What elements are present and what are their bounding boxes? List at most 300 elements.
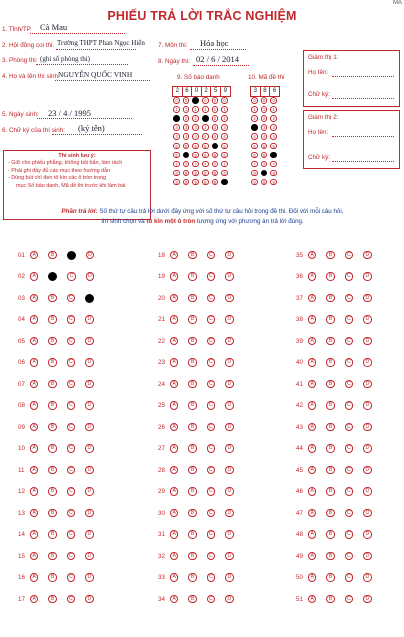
answer-bubble-c[interactable]: C	[345, 251, 353, 259]
made-digit-bubble[interactable]: 0	[261, 97, 268, 104]
answer-bubble-b[interactable]: B	[326, 552, 334, 560]
sbd-digit-bubble[interactable]: 9	[212, 179, 219, 186]
made-digit-bubble[interactable]: 5	[251, 143, 258, 150]
room-value[interactable]: (ghi số phòng thi)	[40, 55, 90, 63]
made-digit-bubble[interactable]: 9	[251, 179, 258, 186]
answer-bubble-c[interactable]: C	[207, 315, 215, 323]
sbd-digit-bubble[interactable]: 3	[212, 124, 219, 131]
answer-bubble-b[interactable]: B	[326, 573, 334, 581]
answer-bubble-c[interactable]: C	[345, 530, 353, 538]
answer-bubble-d[interactable]: D	[363, 294, 371, 302]
answer-bubble-a[interactable]: A	[30, 251, 38, 259]
answer-bubble-a[interactable]: A	[308, 487, 316, 495]
answer-bubble-d[interactable]: D	[363, 358, 371, 366]
sbd-digit-bubble[interactable]: 0	[212, 97, 219, 104]
answer-bubble-b[interactable]: B	[48, 294, 56, 302]
answer-bubble-d[interactable]: D	[363, 337, 371, 345]
answer-row	[296, 508, 382, 518]
answer-bubble-c[interactable]: C	[345, 466, 353, 474]
answer-bubble-b[interactable]: B	[48, 552, 56, 560]
answer-bubble-a[interactable]: A	[170, 272, 178, 280]
sbd-digit-bubble[interactable]: 1	[202, 106, 209, 113]
answer-bubble-d[interactable]: D	[363, 530, 371, 538]
answer-bubble-b[interactable]: B	[188, 315, 196, 323]
sbd-digit-bubble[interactable]: 1	[192, 106, 199, 113]
answer-bubble-b[interactable]: B	[188, 573, 196, 581]
answer-bubble-a[interactable]: A	[170, 509, 178, 517]
answer-bubble-b[interactable]: B	[326, 444, 334, 452]
sbd-digit-bubble[interactable]: 1	[173, 106, 180, 113]
answer-bubble-c[interactable]: C	[207, 595, 215, 603]
sbd-digit-bubble[interactable]: 4	[221, 133, 228, 140]
answer-bubble-a[interactable]: A	[308, 595, 316, 603]
answer-bubble-c[interactable]: C	[67, 337, 75, 345]
answer-bubble-b[interactable]: B	[326, 487, 334, 495]
sbd-digit-bubble[interactable]: 2	[183, 115, 190, 122]
answer-bubble-c[interactable]: C	[207, 466, 215, 474]
sbd-digit-bubble[interactable]: 5	[173, 143, 180, 150]
answer-bubble-a[interactable]: A	[308, 530, 316, 538]
answer-bubble-b[interactable]: B	[48, 272, 57, 281]
answer-bubble-d[interactable]: D	[85, 294, 94, 303]
sbd-digit-bubble[interactable]: 1	[212, 106, 219, 113]
made-digit-bubble[interactable]: 8	[270, 170, 277, 177]
answer-bubble-c[interactable]: C	[207, 251, 215, 259]
answer-bubble-c[interactable]: C	[67, 573, 75, 581]
answer-bubble-a[interactable]: A	[170, 595, 178, 603]
made-digit-bubble[interactable]: 9	[270, 179, 277, 186]
question-number: 46	[296, 488, 303, 495]
answer-bubble-d[interactable]: D	[225, 380, 233, 388]
answer-bubble-a[interactable]: A	[308, 380, 316, 388]
answer-bubble-d[interactable]: D	[363, 552, 371, 560]
answer-bubble-c[interactable]: C	[345, 401, 353, 409]
answer-bubble-d[interactable]: D	[225, 444, 233, 452]
answer-bubble-b[interactable]: B	[326, 423, 334, 431]
sbd-digit-bubble[interactable]: 2	[212, 115, 219, 122]
answer-bubble-b[interactable]: B	[48, 401, 56, 409]
made-digit-bubble[interactable]: 2	[270, 115, 277, 122]
answer-bubble-a[interactable]: A	[308, 509, 316, 517]
answer-bubble-a[interactable]: A	[308, 552, 316, 560]
answer-bubble-c[interactable]: C	[207, 423, 215, 431]
answer-bubble-b[interactable]: B	[326, 337, 334, 345]
answer-bubble-d[interactable]: D	[85, 315, 93, 323]
made-digit-bubble[interactable]: 9	[261, 179, 268, 186]
answer-bubble-b[interactable]: B	[48, 487, 56, 495]
answer-bubble-b[interactable]: B	[326, 401, 334, 409]
answer-bubble-c[interactable]: C	[207, 401, 215, 409]
answer-bubble-c[interactable]: C	[67, 487, 75, 495]
answer-bubble-b[interactable]: B	[48, 595, 56, 603]
answer-bubble-a[interactable]: A	[170, 380, 178, 388]
answer-bubble-c[interactable]: C	[207, 552, 215, 560]
answer-bubble-c[interactable]: C	[345, 509, 353, 517]
answer-bubble-a[interactable]: A	[170, 444, 178, 452]
dob-value[interactable]: 23 / 4 / 1995	[48, 108, 91, 118]
answer-bubble-a[interactable]: A	[170, 337, 178, 345]
answer-bubble-b[interactable]: B	[326, 466, 334, 474]
answer-bubble-d[interactable]: D	[85, 595, 93, 603]
sbd-digit-bubble[interactable]: 8	[221, 170, 228, 177]
sbd-digit-bubble[interactable]: 7	[173, 161, 180, 168]
answer-bubble-d[interactable]: D	[86, 251, 94, 259]
made-digit-bubble[interactable]: 0	[251, 97, 258, 104]
answer-bubble-c[interactable]: C	[67, 251, 76, 260]
made-digit-bubble[interactable]: 1	[251, 106, 258, 113]
sbd-digit-bubble[interactable]: 1	[183, 106, 190, 113]
sbd-digit-bubble[interactable]: 0	[202, 97, 209, 104]
answer-bubble-b[interactable]: B	[188, 358, 196, 366]
answer-bubble-a[interactable]: A	[308, 444, 316, 452]
answer-bubble-a[interactable]: A	[30, 401, 38, 409]
sbd-digit-bubble[interactable]: 8	[212, 170, 219, 177]
answer-bubble-c[interactable]: C	[207, 444, 215, 452]
answer-bubble-a[interactable]: A	[308, 401, 316, 409]
answer-bubble-c[interactable]: C	[67, 315, 75, 323]
answer-bubble-d[interactable]: D	[85, 530, 93, 538]
answer-bubble-d[interactable]: D	[225, 423, 233, 431]
answer-bubble-c[interactable]: C	[345, 380, 353, 388]
answer-bubble-c[interactable]: C	[67, 595, 75, 603]
answer-bubble-b[interactable]: B	[188, 444, 196, 452]
answer-bubble-a[interactable]: A	[170, 423, 178, 431]
sbd-digit-bubble[interactable]: 4	[173, 133, 180, 140]
answer-bubble-d[interactable]: D	[225, 466, 233, 474]
answer-bubble-c[interactable]: C	[345, 573, 353, 581]
answer-bubble-a[interactable]: A	[170, 315, 178, 323]
made-digit-bubble[interactable]: 5	[270, 143, 277, 150]
answer-bubble-a[interactable]: A	[30, 315, 38, 323]
answer-bubble-d[interactable]: D	[225, 509, 233, 517]
answer-bubble-b[interactable]: B	[326, 315, 334, 323]
answer-bubble-b[interactable]: B	[188, 251, 196, 259]
sbd-digit-bubble[interactable]: 6	[212, 152, 219, 159]
answer-bubble-a[interactable]: A	[170, 573, 178, 581]
answer-bubble-c[interactable]: C	[67, 358, 75, 366]
sbd-digit-bubble[interactable]: 0	[173, 97, 180, 104]
answer-bubble-a[interactable]: A	[170, 401, 178, 409]
name-value[interactable]: NGUYỄN QUỐC VINH	[58, 70, 133, 79]
answer-bubble-a[interactable]: A	[170, 530, 178, 538]
sbd-digit-bubble[interactable]: 6	[192, 152, 199, 159]
answer-bubble-a[interactable]: A	[30, 552, 38, 560]
sbd-digit-bubble[interactable]: 3	[202, 124, 209, 131]
answer-bubble-b[interactable]: B	[326, 595, 334, 603]
answer-bubble-b[interactable]: B	[48, 466, 56, 474]
answer-bubble-b[interactable]: B	[48, 509, 56, 517]
made-digit-bubble[interactable]: 3	[261, 124, 268, 131]
answer-bubble-d[interactable]: D	[363, 401, 371, 409]
sbd-digit-bubble[interactable]: 4	[183, 133, 190, 140]
answer-bubble-d[interactable]: D	[85, 487, 93, 495]
answer-bubble-b[interactable]: B	[188, 530, 196, 538]
answer-bubble-c[interactable]: C	[345, 552, 353, 560]
answer-bubble-d[interactable]: D	[225, 358, 233, 366]
answer-bubble-b[interactable]: B	[48, 530, 56, 538]
sbd-digit-bubble[interactable]: 9	[202, 179, 209, 186]
answer-bubble-d[interactable]: D	[85, 444, 93, 452]
answer-bubble-a[interactable]: A	[308, 358, 316, 366]
answer-bubble-d[interactable]: D	[363, 509, 371, 517]
answer-bubble-a[interactable]: A	[30, 466, 38, 474]
answer-bubble-d[interactable]: D	[363, 272, 371, 280]
answer-bubble-c[interactable]: C	[67, 380, 75, 388]
answer-bubble-b[interactable]: B	[188, 337, 196, 345]
answer-bubble-a[interactable]: A	[170, 487, 178, 495]
answer-bubble-a[interactable]: A	[308, 294, 316, 302]
sbd-digit-bubble[interactable]: 9	[173, 179, 180, 186]
answer-bubble-d[interactable]: D	[225, 595, 233, 603]
province-value[interactable]: Cà Mau	[40, 22, 68, 32]
sbd-digit-bubble[interactable]: 5	[202, 143, 209, 150]
answer-bubble-a[interactable]: A	[170, 294, 178, 302]
made-digit-bubble[interactable]: 7	[270, 161, 277, 168]
made-digit-bubble[interactable]: 5	[261, 143, 268, 150]
answer-bubble-c[interactable]: C	[345, 444, 353, 452]
answer-bubble-a[interactable]: A	[308, 466, 316, 474]
made-digit-bubble[interactable]: 1	[270, 106, 277, 113]
sbd-digit-bubble[interactable]: 8	[183, 170, 190, 177]
answer-bubble-c[interactable]: C	[207, 509, 215, 517]
sbd-digit-bubble[interactable]: 9	[192, 179, 199, 186]
sbd-digit-bubble[interactable]: 4	[202, 133, 209, 140]
signature-value[interactable]: (ký tên)	[78, 123, 105, 133]
made-digit-bubble[interactable]: 0	[270, 97, 277, 104]
answer-bubble-d[interactable]: D	[363, 251, 371, 259]
answer-bubble-a[interactable]: A	[30, 272, 38, 280]
sbd-digit-bubble[interactable]: 2	[221, 115, 228, 122]
made-digit-bubble[interactable]: 2	[251, 115, 258, 122]
answer-row	[158, 487, 244, 497]
answer-bubble-b[interactable]: B	[48, 573, 56, 581]
sbd-digit-bubble[interactable]: 6	[202, 152, 209, 159]
made-digit-bubble[interactable]: 8	[251, 170, 258, 177]
sbd-digit-bubble[interactable]: 3	[192, 124, 199, 131]
answer-bubble-d[interactable]: D	[225, 272, 233, 280]
answer-bubble-d[interactable]: D	[85, 358, 93, 366]
answer-bubble-b[interactable]: B	[48, 251, 56, 259]
answer-bubble-c[interactable]: C	[207, 272, 215, 280]
answer-bubble-b[interactable]: B	[188, 272, 196, 280]
answer-bubble-b[interactable]: B	[188, 401, 196, 409]
made-digit-bubble[interactable]: 3	[270, 124, 277, 131]
answer-bubble-a[interactable]: A	[30, 487, 38, 495]
sbd-digit-bubble[interactable]: 5	[192, 143, 199, 150]
answer-bubble-d[interactable]: D	[86, 272, 94, 280]
answer-bubble-a[interactable]: A	[30, 423, 38, 431]
answer-bubble-b[interactable]: B	[48, 315, 56, 323]
answer-bubble-d[interactable]: D	[363, 487, 371, 495]
sbd-digit-bubble[interactable]: 6	[173, 152, 180, 159]
answer-bubble-b[interactable]: B	[48, 337, 56, 345]
answer-bubble-c[interactable]: C	[345, 358, 353, 366]
sbd-digit-bubble[interactable]: 3	[173, 124, 180, 131]
answer-bubble-b[interactable]: B	[48, 358, 56, 366]
answer-bubble-d[interactable]: D	[363, 444, 371, 452]
answer-bubble-a[interactable]: A	[308, 337, 316, 345]
sbd-digit-bubble[interactable]: 4	[212, 133, 219, 140]
answer-bubble-c[interactable]: C	[67, 509, 75, 517]
made-digit-bubble[interactable]: 2	[261, 115, 268, 122]
answer-bubble-c[interactable]: C	[207, 337, 215, 345]
made-digit-bubble[interactable]: 7	[251, 161, 258, 168]
answer-bubble-a[interactable]: A	[30, 444, 38, 452]
answer-bubble-c[interactable]: C	[207, 358, 215, 366]
answer-bubble-c[interactable]: C	[67, 423, 75, 431]
sbd-digit-bubble[interactable]: 7	[192, 161, 199, 168]
answer-bubble-a[interactable]: A	[30, 380, 38, 388]
answer-bubble-d[interactable]: D	[363, 423, 371, 431]
sbd-digit-bubble[interactable]: 3	[183, 124, 190, 131]
made-digit-bubble[interactable]: 4	[251, 133, 258, 140]
made-digit-bubble[interactable]: 7	[261, 161, 268, 168]
sbd-digit-bubble[interactable]: 3	[221, 124, 228, 131]
answer-bubble-d[interactable]: D	[85, 337, 93, 345]
made-digit-bubble[interactable]: 4	[261, 133, 268, 140]
answer-bubble-d[interactable]: D	[363, 380, 371, 388]
answer-bubble-a[interactable]: A	[30, 337, 38, 345]
answer-bubble-b[interactable]: B	[48, 423, 56, 431]
answer-bubble-b[interactable]: B	[326, 272, 334, 280]
answer-bubble-d[interactable]: D	[225, 530, 233, 538]
answer-bubble-a[interactable]: A	[30, 358, 38, 366]
answer-bubble-c[interactable]: C	[67, 401, 75, 409]
question-number: 29	[158, 488, 165, 495]
answer-bubble-b[interactable]: B	[188, 509, 196, 517]
answer-bubble-c[interactable]: C	[67, 530, 75, 538]
sbd-digit-bubble[interactable]: 1	[221, 106, 228, 113]
answer-bubble-a[interactable]: A	[308, 423, 316, 431]
answer-bubble-a[interactable]: A	[30, 509, 38, 517]
answer-bubble-d[interactable]: D	[225, 315, 233, 323]
answer-bubble-a[interactable]: A	[30, 573, 38, 581]
answer-bubble-c[interactable]: C	[207, 294, 215, 302]
answer-bubble-c[interactable]: C	[207, 380, 215, 388]
answer-bubble-a[interactable]: A	[308, 251, 316, 259]
sbd-digit-bubble[interactable]: 8	[202, 170, 209, 177]
answer-bubble-b[interactable]: B	[326, 294, 334, 302]
answer-bubble-a[interactable]: A	[308, 315, 316, 323]
answer-bubble-a[interactable]: A	[308, 272, 316, 280]
answer-bubble-d[interactable]: D	[225, 573, 233, 581]
answer-bubble-c[interactable]: C	[207, 487, 215, 495]
sbd-digit-bubble[interactable]: 5	[183, 143, 190, 150]
answer-bubble-b[interactable]: B	[188, 466, 196, 474]
sbd-digit-bubble[interactable]: 2	[192, 115, 199, 122]
sbd-digit-bubble[interactable]: 5	[221, 143, 228, 150]
answer-bubble-c[interactable]: C	[207, 530, 215, 538]
answer-bubble-d[interactable]: D	[225, 401, 233, 409]
answer-bubble-d[interactable]: D	[85, 552, 93, 560]
question-number: 11	[18, 466, 25, 474]
sbd-digit-bubble[interactable]: 8	[192, 170, 199, 177]
answer-bubble-d[interactable]: D	[85, 380, 93, 388]
answer-bubble-c[interactable]: C	[345, 294, 353, 302]
answer-bubble-d[interactable]: D	[225, 552, 233, 560]
answer-bubble-b[interactable]: B	[188, 595, 196, 603]
answer-bubble-b[interactable]: B	[188, 423, 196, 431]
answer-bubble-a[interactable]: A	[170, 552, 178, 560]
answer-bubble-b[interactable]: B	[48, 444, 56, 452]
answer-bubble-c[interactable]: C	[345, 487, 353, 495]
answer-bubble-a[interactable]: A	[170, 251, 178, 259]
answer-bubble-d[interactable]: D	[85, 423, 93, 431]
sbd-digit-bubble[interactable]: 7	[212, 161, 219, 168]
answer-bubble-d[interactable]: D	[363, 573, 371, 581]
answer-bubble-c[interactable]: C	[345, 272, 353, 280]
answer-row	[158, 379, 244, 389]
sbd-digit-bubble[interactable]: 8	[173, 170, 180, 177]
answer-bubble-b[interactable]: B	[48, 380, 56, 388]
sbd-digit-bubble[interactable]: 7	[202, 161, 209, 168]
answer-bubble-a[interactable]: A	[30, 530, 38, 538]
answer-bubble-d[interactable]: D	[225, 487, 233, 495]
made-digit-bubble[interactable]: 6	[251, 152, 258, 159]
answer-bubble-c[interactable]: C	[67, 552, 75, 560]
answer-bubble-c[interactable]: C	[345, 337, 353, 345]
answer-bubble-a[interactable]: A	[30, 294, 38, 302]
made-digit-bubble[interactable]: 1	[261, 106, 268, 113]
made-digit-bubble[interactable]: 4	[270, 133, 277, 140]
answer-bubble-c[interactable]: C	[67, 444, 75, 452]
answer-bubble-d[interactable]: D	[85, 509, 93, 517]
council-value[interactable]: Trường THPT Phan Ngọc Hiển	[57, 39, 145, 47]
sbd-digit-bubble[interactable]: 7	[221, 161, 228, 168]
answer-bubble-d[interactable]: D	[363, 595, 371, 603]
answer-bubble-b[interactable]: B	[188, 552, 196, 560]
answer-bubble-b[interactable]: B	[326, 509, 334, 517]
answer-bubble-a[interactable]: A	[308, 573, 316, 581]
sbd-digit-bubble[interactable]: 6	[221, 152, 228, 159]
answer-row	[296, 272, 382, 282]
sbd-digit-bubble[interactable]: 9	[183, 179, 190, 186]
answer-bubble-c[interactable]: C	[67, 466, 75, 474]
answer-bubble-c[interactable]: C	[67, 294, 75, 302]
answer-bubble-b[interactable]: B	[188, 487, 196, 495]
made-digit-bubble[interactable]: 6	[261, 152, 268, 159]
answer-bubble-d[interactable]: D	[363, 466, 371, 474]
answer-bubble-b[interactable]: B	[188, 380, 196, 388]
answer-bubble-b[interactable]: B	[326, 358, 334, 366]
answer-bubble-b[interactable]: B	[326, 251, 334, 259]
answer-bubble-a[interactable]: A	[170, 358, 178, 366]
answer-bubble-c[interactable]: C	[345, 423, 353, 431]
date-value[interactable]: 02 / 6 / 2014	[196, 54, 239, 64]
answer-bubble-b[interactable]: B	[326, 530, 334, 538]
answer-bubble-d[interactable]: D	[85, 466, 93, 474]
answer-bubble-c[interactable]: C	[345, 595, 353, 603]
answer-bubble-d[interactable]: D	[85, 401, 93, 409]
answer-bubble-a[interactable]: A	[30, 595, 38, 603]
answer-bubble-d[interactable]: D	[85, 573, 93, 581]
answer-bubble-c[interactable]: C	[345, 315, 353, 323]
sbd-digit-bubble[interactable]: 4	[192, 133, 199, 140]
answer-bubble-c[interactable]: C	[67, 272, 75, 280]
sbd-digit-bubble[interactable]: 0	[183, 97, 190, 104]
answer-bubble-b[interactable]: B	[326, 380, 334, 388]
answer-bubble-b[interactable]: B	[188, 294, 196, 302]
answer-bubble-c[interactable]: C	[207, 573, 215, 581]
answer-bubble-d[interactable]: D	[225, 337, 233, 345]
answer-bubble-d[interactable]: D	[363, 315, 371, 323]
sbd-digit-bubble[interactable]: 7	[183, 161, 190, 168]
answer-bubble-a[interactable]: A	[170, 466, 178, 474]
answer-bubble-d[interactable]: D	[225, 294, 233, 302]
sbd-digit-bubble[interactable]: 0	[221, 97, 228, 104]
answer-bubble-d[interactable]: D	[225, 251, 233, 259]
subject-value[interactable]: Hóa học	[200, 38, 229, 48]
